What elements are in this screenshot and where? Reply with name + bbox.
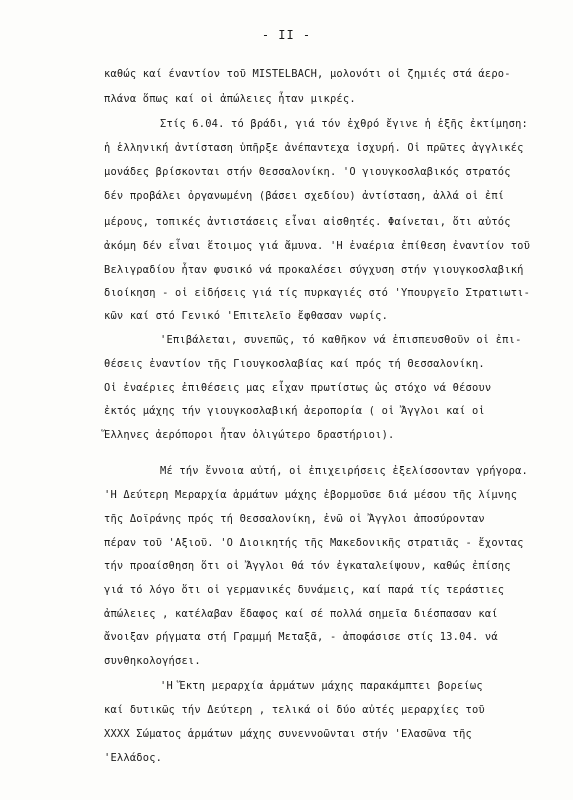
text-line: Ἕλληνες ἀερόποροι ἦταν ὀλιγώτερο δραστήριοι). (104, 429, 395, 441)
text-line: συνθηκολογήσει. (104, 655, 201, 667)
text-line: θέσεις ἐναντίον τῆς Γιουγκοσλαβίας καί πρός τή Θεσσαλονίκη. (104, 358, 485, 370)
text-line: ἀπώλειες , κατέλαβαν ἔδαφος καί σέ πολλά σημεῖα διέσπασαν καί (104, 608, 498, 620)
text-line: τήν προαίσθηση ὅτι οἱ Ἄγγλοι θά τόν ἐγκαταλείψουν, καθώς ἐπίσης (104, 560, 511, 572)
text-line: καθώς καί έναντίον τοῦ MISTELBACH, μολονότι οἱ ζημιές στά άερο- (104, 68, 511, 80)
text-line: 'Η Ἕκτη μεραρχία ἁρμάτων μάχης παρακάμπτει βορείως (160, 680, 483, 692)
text-line: ἐκτός μάχης τήν γιουγκοσλαβική ἀεροπορία ( οἱ Ἄγγλοι καί οἱ (104, 405, 485, 417)
text-line: πλάνα ὅπως καί οἱ ἀπώλειες ἦταν μικρές. (104, 93, 356, 105)
text-line: ἀκόμη δέν εἶναι ἕτοιμος γιά ἄμυνα. 'Η ἐναέρια ἐπίθεση ἐναντίον τοῦ (104, 240, 531, 252)
text-line: Οἱ ἐναέριες ἐπιθέσεις μας εἶχαν πρωτίστως ὡς στόχο νά θέσουν (104, 382, 492, 394)
text-line: 'Ελλάδος. (104, 752, 163, 764)
page-number: - II - (261, 28, 312, 42)
text-line: δέν προβάλει ὀργανωμένη (βάσει σχεδίου) ἀντίσταση, ἀλλά οἱ ἐπί (104, 190, 505, 202)
text-line: 'Επιβάλεται, συνεπῶς, τό καθῆκον νά ἐπισπευσθοῦν οἱ ἐπι- (160, 334, 522, 346)
text-line: διοίκηση - οἱ εἰδήσεις γιά τίς πυρκαγιές στό 'Υπουργεῖο Στρατιωτι- (104, 287, 531, 299)
text-line: Μέ τήν ἔννοια αὐτή, οἱ ἐπιχειρήσεις ἐξελίσσονταν γρήγορα. (160, 465, 528, 477)
text-line: 'Η Δεύτερη Μεραρχία ἁρμάτων μάχης ἐβορμοῦσε διά μέσου τῆς λίμνης (104, 489, 518, 501)
text-line: τῆς Δοϊράνης πρός τή Θεσσαλονίκη, ἐνῶ οἱ Ἄγγλοι ἀποσύρονταν (104, 513, 485, 525)
text-line: γιά τό λόγο ὅτι οἱ γερμανικές δυνάμεις, καί παρά τίς τεράστιες (104, 584, 505, 596)
text-line: ἄνοιξαν ρήγματα στή Γραμμή Μεταξᾶ, - ἀποφάσισε στίς 13.04. νά (104, 631, 498, 643)
text-line: μονάδες βρίσκονται στήν Θεσσαλονίκη. 'Ο γιουγκοσλαβικός στρατός (104, 166, 511, 178)
text-line: XXXX Σώματος ἁρμάτων μάχης συνεννοῶνται στήν 'Ελασῶνα τῆς (104, 728, 472, 740)
text-line: πέραν τοῦ 'Αξιοῦ. 'Ο Διοικητής τῆς Μακεδονικῆς στρατιᾶς - ἔχοντας (104, 537, 524, 549)
text-line: ἡ ἑλληνική ἀντίσταση ὑπῆρξε ἀνέπαντεχα ἰσχυρή. Οἱ πρῶτες ἀγγλικές (104, 142, 524, 154)
text-line: Στίς 6.04. τό βράδι, γιά τόν ἐχθρό ἔγινε ἡ ἑξῆς ἐκτίμηση: (160, 118, 528, 130)
text-line: Βελιγραδίου ἦταν φυσικό νά προκαλέσει σύγχυση στήν γιουγκοσλαβική (104, 264, 524, 276)
text-line: καί δυτικῶς τήν Δεύτερη , τελικά οἱ δύο αὐτές μεραρχίες τοῦ (104, 704, 485, 716)
text-line: κῶν καί στό Γενικό 'Επιτελεῖο ἔφθασαν νωρίς. (104, 310, 389, 322)
text-line: μέρους, τοπικές ἀντιστάσεις εἶναι αἰσθητές. Φαίνεται, ὅτι αὐτός (104, 216, 511, 228)
